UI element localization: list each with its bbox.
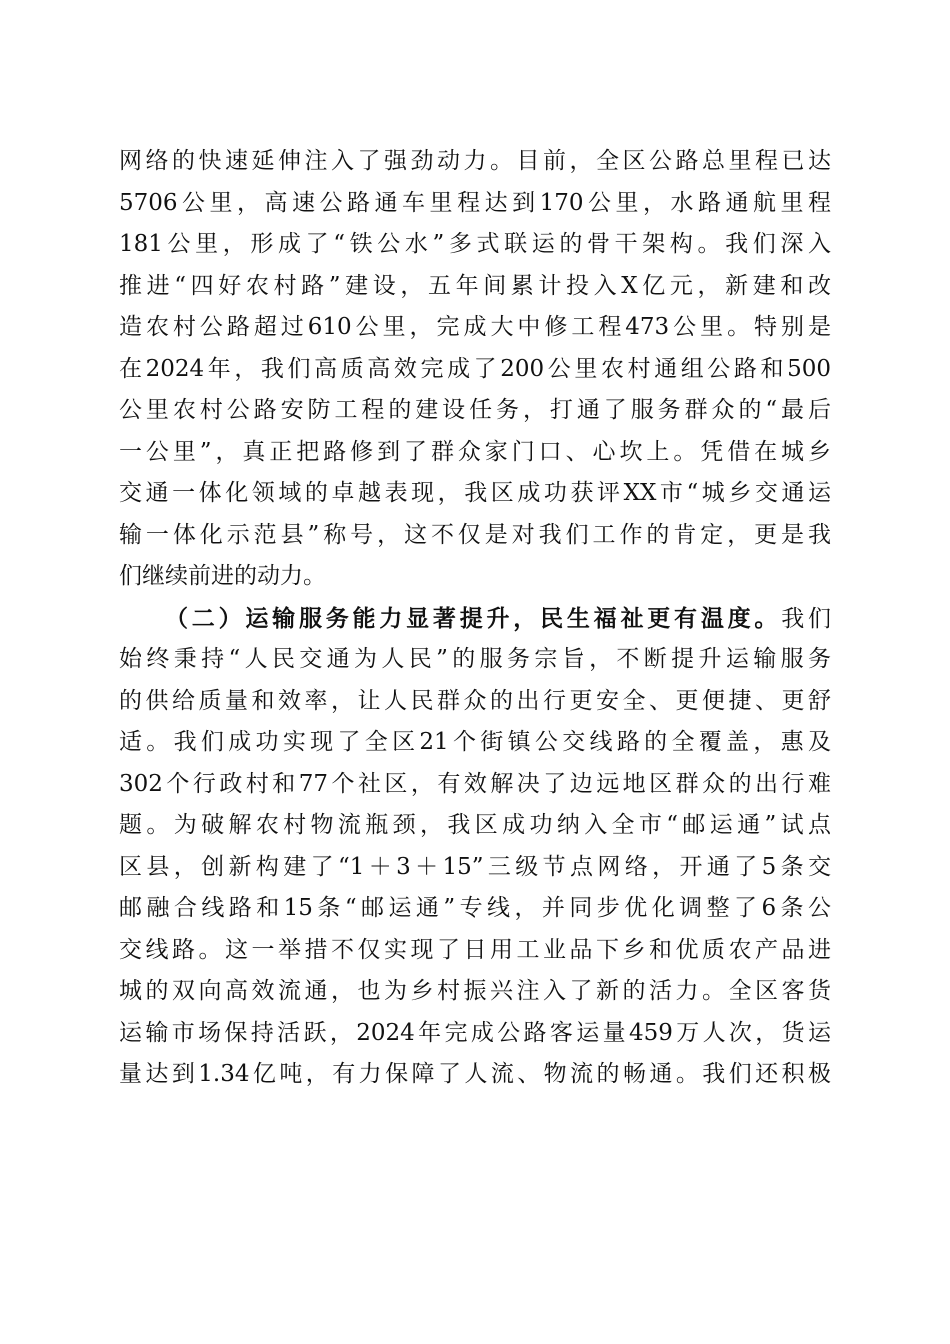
text-line: 181公里，形成了“铁公水”多式联运的骨干架构。我们深入 [119, 231, 831, 257]
section-heading: （二）运输服务能力显著提升，民生福祉更有温度。 [165, 604, 782, 632]
text-line: 邮融合线路和15条“邮运通”专线，并同步优化调整了6条公 [119, 895, 831, 921]
text-line: 区县，创新构建了“1＋3＋15”三级节点网络，开通了5条交 [119, 853, 831, 880]
text-line: 交线路。这一举措不仅实现了日用工业品下乡和优质农产品进 [119, 936, 831, 963]
text-line: 适。我们成功实现了全区21个街镇公交线路的全覆盖，惠及 [119, 729, 831, 755]
text-line: 5706公里，高速公路通车里程达到170公里，水路通航里程 [119, 189, 831, 216]
document-body [119, 141, 831, 1096]
text-line: 一公里”，真正把路修到了群众家门口、心坎上。凭借在城乡 [119, 438, 831, 465]
paragraph-transport-service [119, 598, 831, 1096]
text-line: 造农村公路超过610公里，完成大中修工程473公里。特别是 [119, 314, 831, 340]
text-fragment: 我们 [781, 605, 832, 632]
text-line: 推进“四好农村路”建设，五年间累计投入X亿元，新建和改 [119, 272, 831, 299]
text-line: 公里农村公路安防工程的建设任务，打通了服务群众的“最后 [119, 397, 831, 423]
text-line: 运输市场保持活跃，2024年完成公路客运量459万人次，货运 [119, 1019, 831, 1046]
text-line: 在2024年，我们高质高效完成了200公里农村通组公路和500 [119, 355, 831, 382]
paragraph-first-line [119, 598, 831, 640]
text-line: 始终秉持“人民交通为人民”的服务宗旨，不断提升运输服务 [119, 646, 831, 672]
text-line: 题。为破解农村物流瓶颈，我区成功纳入全市“邮运通”试点 [119, 812, 831, 838]
text-line: 网络的快速延伸注入了强劲动力。目前，全区公路总里程已达 [119, 148, 831, 174]
text-line: 的供给质量和效率，让人民群众的出行更安全、更便捷、更舒 [119, 687, 831, 714]
text-line: 302个行政村和77个社区，有效解决了边远地区群众的出行难 [119, 770, 831, 797]
text-line: 输一体化示范县”称号，这不仅是对我们工作的肯定，更是我 [119, 521, 831, 548]
text-line: 城的双向高效流通，也为乡村振兴注入了新的活力。全区客货 [119, 978, 831, 1004]
text-line: 交通一体化领域的卓越表现，我区成功获评XX市“城乡交通运 [119, 480, 831, 506]
text-line: 们继续前进的动力。 [119, 563, 326, 589]
paragraph-road-network [119, 141, 831, 598]
text-line: 量达到1.34亿吨，有力保障了人流、物流的畅通。我们还积极 [119, 1061, 831, 1087]
